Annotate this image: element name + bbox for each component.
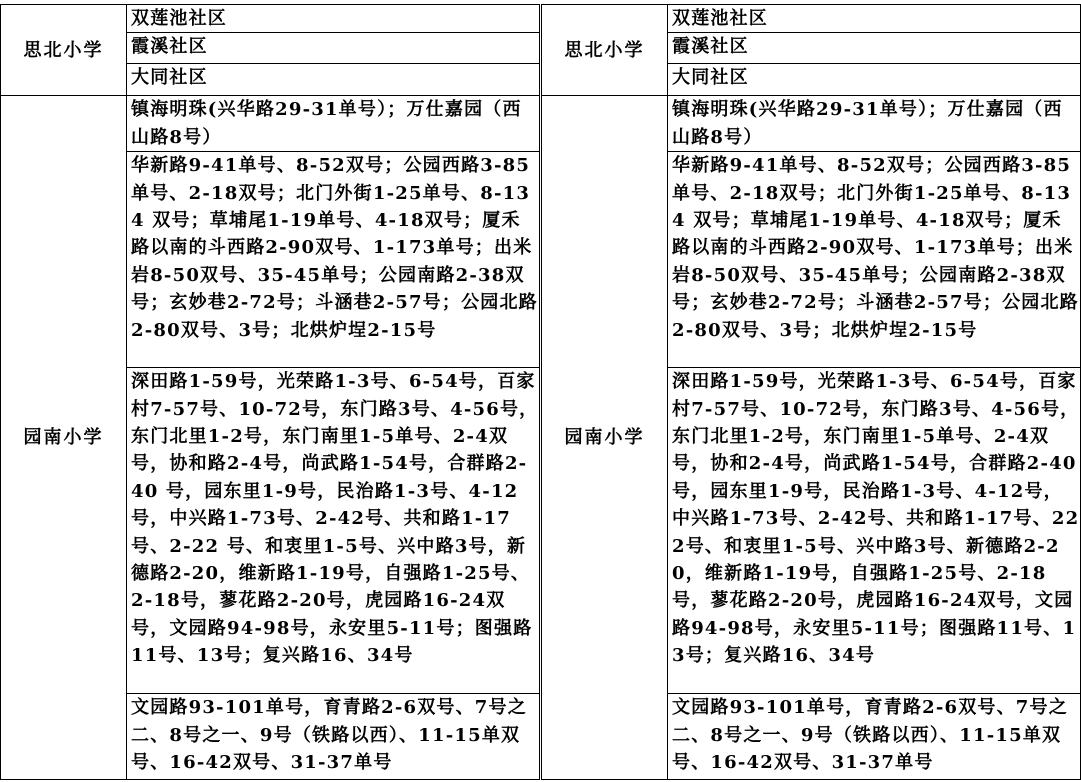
school-name-cell: 思北小学 [542,5,668,96]
school-name-cell: 园南小学 [542,96,668,780]
table-row [1,96,540,152]
left-table-section [0,4,540,782]
school-district-table-left [0,4,540,780]
table-row [1,5,540,33]
school-name-cell: 园南小学 [1,96,127,780]
area-cell: 双莲池社区 [668,5,1081,33]
area-cell: 华新路9-41单号、8-52双号；公园西路3-85单号、2-18双号；北门外街1-25单号、8-134 双号；草埔尾1-19单号、4-18双号；厦禾路以南的斗西路2-90双号、1-173单号；出米岩8-50双号、35-45单号；公园南路2-38双号；玄妙巷2-72号；斗涵巷2-57号；公园北路2-80双号、3号；北烘炉埕2-15号 [127,152,540,368]
area-cell: 霞溪社区 [668,33,1081,64]
area-cell: 大同社区 [127,64,540,96]
school-name-cell: 思北小学 [1,5,127,96]
right-table-section [541,4,1081,782]
table-row [542,96,1081,152]
area-cell: 华新路9-41单号、8-52双号；公园西路3-85单号、2-18双号；北门外街1-25单号、8-134 双号；草埔尾1-19单号、4-18双号；厦禾路以南的斗西路2-90双号、1-173单号；出米岩8-50双号、35-45单号；公园南路2-38双号；玄妙巷2-72号；斗涵巷2-57号；公园北路2-80双号、3号；北烘炉埕2-15号 [668,152,1081,368]
area-cell: 霞溪社区 [127,33,540,64]
area-cell: 镇海明珠(兴华路29-31单号）；万仕嘉园（西山路8号） [127,96,540,152]
school-district-table-right [541,4,1081,780]
area-cell: 文园路93-101单号，育青路2-6双号、7号之二、8号之一、9号（铁路以西）、11-15单双号、16-42双号、31-37单号 [127,694,540,780]
area-cell: 文园路93-101单号，育青路2-6双号、7号之二、8号之一、9号（铁路以西）、11-15单双号、16-42双号、31-37单号 [668,694,1081,780]
area-cell: 双莲池社区 [127,5,540,33]
table-row [542,5,1081,33]
area-cell: 深田路1-59号，光荣路1-3号、6-54号，百家村7-57号、10-72号，东门路3号、4-56号，东门北里1-2号，东门南里1-5单号、2-4双号，协和路2-4号，尚武路1-54号，合群路2-40 号，园东里1-9号，民治路1-3号、4-12号，中兴路1-73号、2-42号、共和路1-17号、2-22 号、和衷里1-5号、兴中路3号，新德路2-20，维新路1-19号，自强路1-25号、2-18号，蓼花路2-20号，虎园路16-24双号，文园路94-98号，永安里5-11号；图强路11号、13号；复兴路16、34号 [127,368,540,694]
area-cell: 大同社区 [668,64,1081,96]
area-cell: 镇海明珠(兴华路29-31单号）；万仕嘉园（西山路8号） [668,96,1081,152]
area-cell: 深田路1-59号，光荣路1-3号、6-54号，百家村7-57号、10-72号，东门路3号、4-56号，东门北里1-2号，东门南里1-5单号、2-4双号，协和2-4号，尚武路1-54号，合群路2-40号，园东里1-9号，民治路1-3号、4-12号，中兴路1-73号、2-42号、共和路1-17号、222号、和衷里1-5号、兴中路3号、新德路2-20，维新路1-19号，自强路1-25号、2-18号，蓼花路2-20号，虎园路16-24双号，文园路94-98号，永安里5-11号；图强路11号、13号；复兴路16、34号 [668,368,1081,694]
